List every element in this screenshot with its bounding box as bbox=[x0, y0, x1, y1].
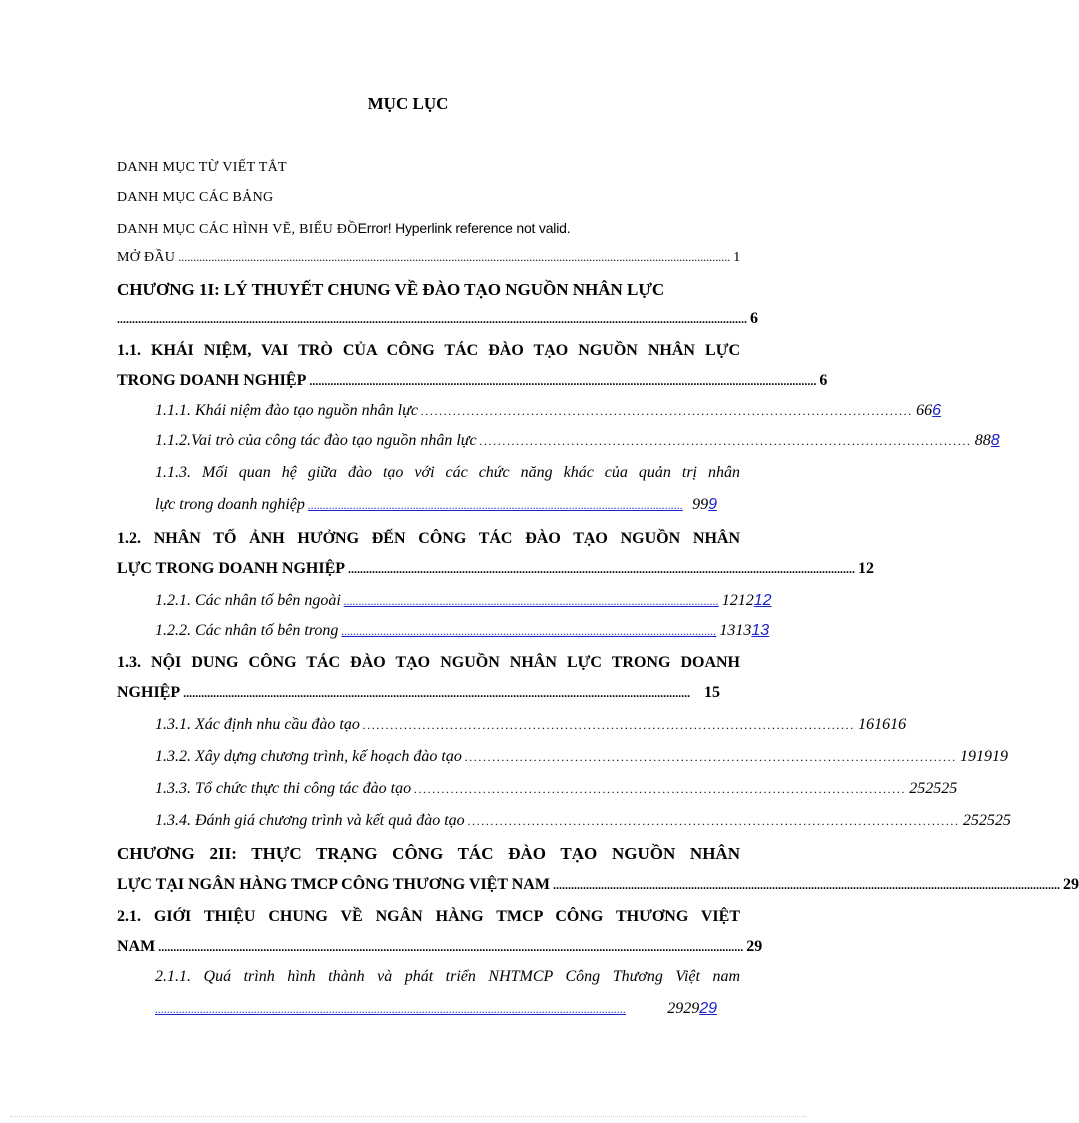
page-link[interactable]: 9 bbox=[708, 496, 717, 513]
toc-entry-text: 2.1. GIỚI THIỆU CHUNG VỀ NGÂN HÀNG TMCP CÔNG THƯƠNG VIỆT bbox=[117, 908, 740, 925]
toc-entry-text: LỰC TẠI NGÂN HÀNG TMCP CÔNG THƯƠNG VIỆT NAM bbox=[117, 876, 550, 893]
dot-leader: ......................................................................................................................................................................... bbox=[309, 374, 817, 388]
toc-entry-1-3-cont bbox=[117, 684, 720, 702]
page-number: 191919 bbox=[960, 748, 1009, 765]
toc-entry-text: 1.2.1. Các nhân tố bên ngoài bbox=[155, 592, 341, 609]
toc-entry-abbreviations[interactable] bbox=[117, 160, 287, 176]
toc-title: MỤC LỤC bbox=[367, 94, 449, 113]
toc-entry-1-3-4[interactable] bbox=[155, 812, 1011, 830]
toc-entry-1-1-1[interactable] bbox=[155, 402, 942, 420]
dot-leader: ......................................................................................................................................................................... bbox=[552, 878, 1060, 892]
dot-leader: ........................................................................................................... bbox=[464, 750, 958, 764]
toc-entry-text: CHƯƠNG 2II: THỰC TRẠNG CÔNG TÁC ĐÀO TẠO NGUỒN NHÂN bbox=[117, 844, 740, 863]
toc-entry-1-3-3[interactable] bbox=[155, 780, 958, 798]
page-number: 12 bbox=[858, 560, 875, 577]
page-link[interactable]: 12 bbox=[753, 592, 772, 609]
toc-entry-text: 1.3. NỘI DUNG CÔNG TÁC ĐÀO TẠO NGUỒN NHÂN LỰC TRONG DOANH bbox=[117, 654, 740, 671]
page-number: 1 bbox=[733, 250, 741, 265]
toc-entry-text: CHƯƠNG 1I: LÝ THUYẾT CHUNG VỀ ĐÀO TẠO NGUỒN NHÂN LỰC bbox=[117, 280, 665, 299]
toc-entry-text: 1.1.3. Mối quan hệ giữa đào tạo với các chức năng khác của quản trị nhân bbox=[155, 464, 740, 481]
toc-entry-text: TRONG DOANH NGHIỆP bbox=[117, 372, 307, 389]
page-link[interactable]: 29 bbox=[699, 1000, 717, 1017]
toc-entry-text: 1.2. NHÂN TỐ ẢNH HƯỞNG ĐẾN CÔNG TÁC ĐÀO TẠO NGUỒN NHÂN bbox=[117, 530, 740, 547]
dot-leader: ........................................................................................................... bbox=[362, 718, 856, 732]
page-number: 1212 bbox=[721, 592, 754, 609]
page-bottom-border bbox=[10, 1116, 806, 1117]
toc-entry-text: MỞ ĐẦU bbox=[117, 250, 176, 265]
dot-leader: .................................................................................................................................................................................................................. bbox=[117, 312, 747, 326]
page-number: 99 bbox=[692, 496, 709, 513]
page-number: 29 bbox=[746, 938, 763, 955]
page-number: 252525 bbox=[962, 812, 1011, 829]
toc-entry-figures[interactable] bbox=[117, 220, 570, 238]
page-number: 6 bbox=[819, 372, 828, 389]
toc-entry-text: lực trong doanh nghiệp bbox=[155, 496, 305, 513]
toc-entry-1-1-3[interactable] bbox=[155, 464, 740, 482]
dot-leader: ........................................................................................................... bbox=[420, 404, 914, 418]
page-number: 66 bbox=[916, 402, 933, 419]
toc-entry-text: 1.3.4. Đánh giá chương trình và kết quả đào tạo bbox=[155, 812, 465, 829]
page-number: 161616 bbox=[858, 716, 907, 733]
page-number: 2929 bbox=[667, 1000, 700, 1017]
toc-entry-1-1-2[interactable] bbox=[155, 432, 1000, 450]
toc-entry-1-3[interactable] bbox=[117, 654, 740, 672]
toc-entry-text: 2.1.1. Quá trình hình thành và phát triển NHTMCP Công Thương Việt nam bbox=[155, 968, 740, 985]
page-number: 252525 bbox=[909, 780, 958, 797]
toc-entry-1-3-2[interactable] bbox=[155, 748, 1009, 766]
toc-entry-chapter-1[interactable] bbox=[117, 280, 740, 300]
dot-leader: ............................................................................................................................. bbox=[343, 594, 719, 608]
toc-entry-text: 1.3.2. Xây dựng chương trình, kế hoạch đào tạo bbox=[155, 748, 462, 765]
toc-entry-text: NAM bbox=[117, 938, 156, 955]
toc-entry-text: 1.1. KHÁI NIỆM, VAI TRÒ CỦA CÔNG TÁC ĐÀO TẠO NGUỒN NHÂN LỰC bbox=[117, 342, 740, 359]
page-number: 15 bbox=[704, 684, 720, 701]
page-number: 6 bbox=[750, 310, 758, 327]
toc-entry-1-2-2[interactable] bbox=[155, 622, 770, 640]
page-number: 29 bbox=[1062, 876, 1079, 893]
dot-leader: ............................................................................................................................................................. bbox=[155, 1002, 626, 1016]
toc-entry-2-1[interactable] bbox=[117, 908, 740, 926]
toc-entry-chapter-2-cont bbox=[117, 876, 1079, 894]
page-link[interactable]: 6 bbox=[932, 402, 942, 419]
toc-entry-text: 1.1.2.Vai trò của công tác đào tạo nguồn nhân lực bbox=[155, 432, 477, 449]
toc-entry-text: DANH MỤC CÁC HÌNH VẼ, BIỂU ĐỒ bbox=[117, 222, 358, 237]
toc-entry-text: DANH MỤC CÁC BẢNG bbox=[117, 190, 274, 205]
page-number: 1313 bbox=[719, 622, 752, 639]
toc-entry-introduction[interactable] bbox=[117, 250, 741, 266]
page-number: 88 bbox=[974, 432, 991, 449]
dot-leader: ........................................................................................................... bbox=[414, 782, 907, 796]
toc-entry-2-1-cont bbox=[117, 938, 763, 956]
error-note: Error! Hyperlink reference not valid. bbox=[357, 220, 571, 236]
dot-leader: ........................................................................................................................................................................................ bbox=[178, 250, 731, 264]
toc-entry-tables[interactable] bbox=[117, 190, 273, 206]
toc-entry-1-3-1[interactable] bbox=[155, 716, 907, 734]
dot-leader: ......................................................................................................................................................................... bbox=[183, 686, 691, 700]
dot-leader: ......................................................................................................................................................................... bbox=[348, 562, 856, 576]
dot-leader: ................................................................................................................................................................................................... bbox=[158, 940, 744, 954]
toc-entry-2-1-1[interactable] bbox=[155, 968, 740, 986]
toc-entry-1-1[interactable] bbox=[117, 342, 740, 360]
toc-entry-1-2[interactable] bbox=[117, 530, 740, 548]
toc-entry-text: 1.3.3. Tổ chức thực thi công tác đào tạo bbox=[155, 780, 412, 797]
toc-entry-text: DANH MỤC TỪ VIẾT TẮT bbox=[117, 160, 287, 175]
toc-entry-chapter-2[interactable] bbox=[117, 844, 740, 864]
toc-entry-text: 1.2.2. Các nhân tố bên trong bbox=[155, 622, 339, 639]
toc-entry-1-1-3-cont bbox=[155, 496, 717, 514]
toc-entry-text: NGHIỆP bbox=[117, 684, 181, 701]
dot-leader: ........................................................................................................... bbox=[479, 434, 972, 448]
page-link[interactable]: 8 bbox=[990, 432, 1000, 449]
toc-entry-1-2-cont bbox=[117, 560, 875, 578]
dot-leader: ............................................................................................................................. bbox=[341, 624, 717, 638]
toc-entry-text: LỰC TRONG DOANH NGHIỆP bbox=[117, 560, 346, 577]
toc-entry-text: 1.1.1. Khái niệm đào tạo nguồn nhân lực bbox=[155, 402, 418, 419]
page-link[interactable]: 13 bbox=[751, 622, 770, 639]
toc-entry-1-1-cont bbox=[117, 372, 828, 390]
toc-entry-1-2-1[interactable] bbox=[155, 592, 772, 610]
toc-entry-2-1-1-cont bbox=[155, 1000, 717, 1018]
toc-entry-text: 1.3.1. Xác định nhu cầu đào tạo bbox=[155, 716, 360, 733]
toc-entry-chapter-1-leader bbox=[117, 310, 758, 328]
dot-leader: ............................................................................................................................. bbox=[307, 498, 683, 512]
dot-leader: ........................................................................................................... bbox=[467, 814, 960, 828]
